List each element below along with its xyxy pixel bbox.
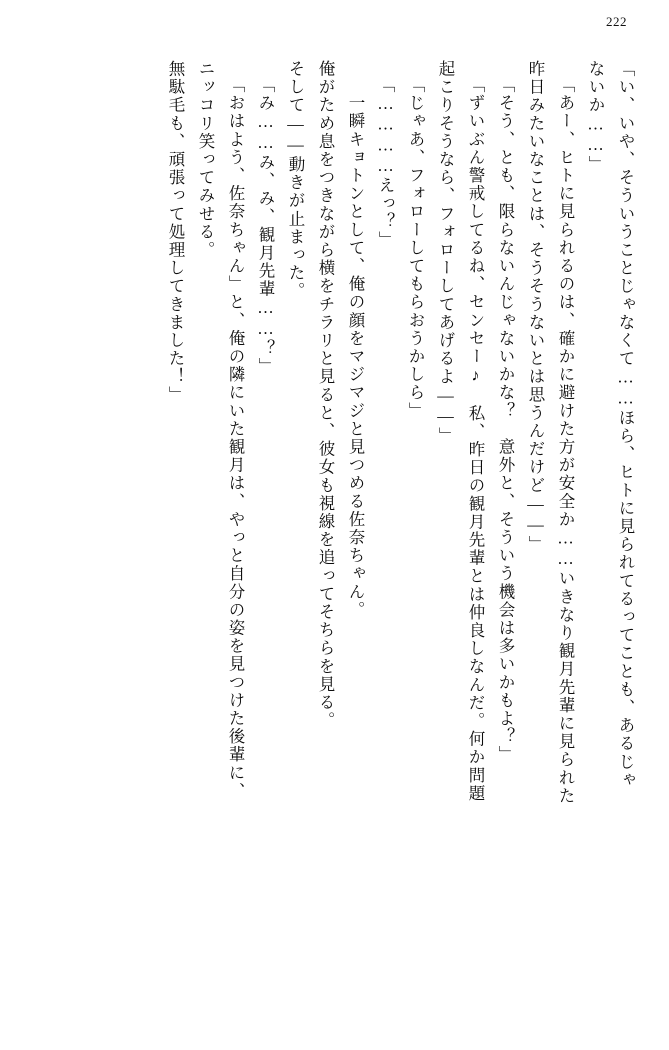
body-line: 起こりそうなら、フォローしてあげるよ――」 xyxy=(436,60,455,446)
page-number: 222 xyxy=(606,14,627,29)
body-line: 「おはよう、佐奈ちゃん」と、俺の隣にいた観月は、やっと自分の姿を見つけた後輩に、 xyxy=(226,76,245,800)
body-line: そして――動きが止まった。 xyxy=(286,60,305,301)
body-line: 「い、いや、そういうことじゃなくて……ほら、ヒトに見られてるってことも、あるじゃ xyxy=(616,60,635,789)
body-line: 「み……み、み、観月先輩……？」 xyxy=(256,76,275,376)
body-line: 「じゃあ、フォローしてもらおうかしら」 xyxy=(406,76,425,420)
body-line: 無駄毛も、頑張って処理してきました！」 xyxy=(166,60,185,404)
body-line: ないか……」 xyxy=(586,60,605,174)
body-line: 「あー、ヒトに見られるのは、確かに避けた方が安全か……いきなり観月先輩に見られた xyxy=(556,76,575,805)
body-line: ニッコリ笑ってみせる。 xyxy=(196,60,215,260)
body-line: 一瞬キョトンとして、俺の顔をマジマジと見つめる佐奈ちゃん。 xyxy=(346,76,365,619)
body-line: 「ずいぶん警戒してるね、センセー♪ 私、昨日の観月先輩とは仲良しなんだ。何か問題 xyxy=(466,76,485,803)
body-text xyxy=(30,60,633,1010)
body-line: 「そう、とも、限らないんじゃないかな？ 意外と、そういう機会は多いかもよ？」 xyxy=(496,76,515,764)
body-line: 俺がため息をつきながら横をチラリと見ると、彼女も視線を追ってそちらを見る。 xyxy=(316,60,335,730)
body-line: 昨日みたいなことは、そうそうないとは思うんだけど――」 xyxy=(526,60,545,554)
body-line: 「…………えっ？」 xyxy=(376,76,395,249)
